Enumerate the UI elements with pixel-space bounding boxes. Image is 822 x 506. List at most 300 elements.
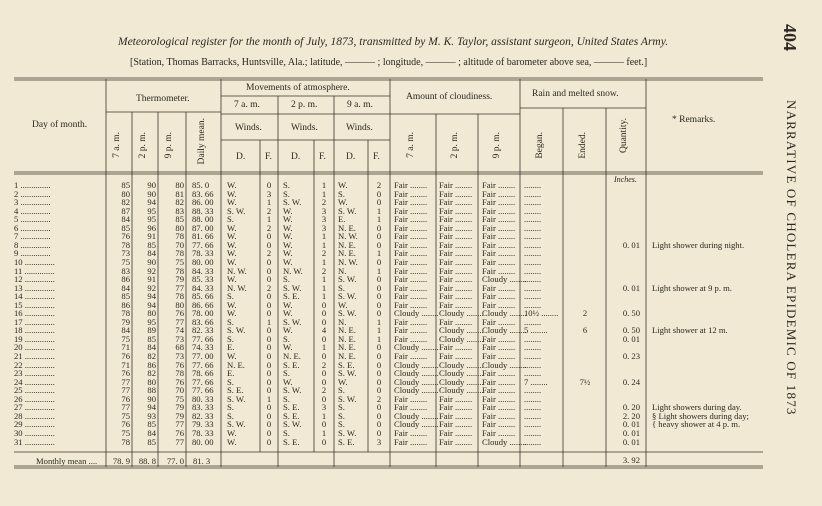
row-cloud-7am: Fair ........ xyxy=(394,265,428,276)
row-day: 27 .............. xyxy=(14,402,55,413)
row-cloud-2pm: Fair ........ xyxy=(439,436,473,447)
row-daily-mean: 86. 66 xyxy=(192,299,214,310)
row-day: 21 .............. xyxy=(14,351,55,361)
row-cloud-7am: Fair ........ xyxy=(394,214,428,225)
row-cloud-9pm: Fair ........ xyxy=(482,222,516,233)
row-cloud-9pm: Fair ........ xyxy=(482,205,516,216)
row-wind-force-9am: 0 xyxy=(376,222,382,233)
row-wind-force-2pm: 3 xyxy=(321,205,327,216)
row-cloud-2pm: Fair ........ xyxy=(439,402,473,413)
row-temp-2pm: 94 xyxy=(147,197,156,208)
row-wind-force-9am: 2 xyxy=(376,393,382,404)
row-wind-force-7am: 0 xyxy=(266,368,272,379)
header-began: Began. xyxy=(535,132,545,159)
row-cloud-7am: Cloudy ........ xyxy=(394,410,439,421)
row-wind-force-7am: 0 xyxy=(266,231,272,242)
row-day: 10 .............. xyxy=(14,256,55,267)
row-wind-dir-9am: S. W. xyxy=(338,393,357,404)
row-cloud-7am: Fair ........ xyxy=(394,197,428,208)
row-daily-mean: 85. 66 xyxy=(192,291,214,302)
row-rain-quantity: 0. 01 xyxy=(622,282,640,293)
row-temp-2pm: 94 xyxy=(147,299,156,310)
row-cloud-2pm: Fair ........ xyxy=(439,248,473,259)
row-cloud-2pm: Fair ........ xyxy=(439,231,473,242)
row-cloud-7am: Fair ........ xyxy=(394,427,428,438)
row-wind-dir-2pm: W. xyxy=(283,248,293,259)
row-temp-7am: 71 xyxy=(121,359,130,370)
row-rain-quantity: 0. 01 xyxy=(622,436,640,447)
row-cloud-7am: Cloudy ........ xyxy=(394,342,439,353)
row-temp-9pm: 78 xyxy=(175,368,184,379)
row-wind-force-7am: 0 xyxy=(266,299,272,310)
row-cloud-9pm: Fair ........ xyxy=(482,282,516,293)
row-wind-force-9am: 2 xyxy=(376,180,382,190)
row-wind-dir-2pm: S. xyxy=(283,393,290,404)
row-temp-7am: 79 xyxy=(121,316,130,327)
row-wind-force-7am: 0 xyxy=(266,308,272,319)
row-rain-ended: 7½ xyxy=(579,376,591,387)
row-wind-force-2pm: 2 xyxy=(321,197,327,208)
monthly-mean-label: Monthly mean .... xyxy=(36,456,98,466)
row-temp-7am: 80 xyxy=(121,188,130,199)
row-temp-2pm: 84 xyxy=(147,427,156,438)
row-rain-began: ........ xyxy=(524,274,542,285)
row-rain-began: ........ xyxy=(524,351,542,361)
row-cloud-2pm: Fair ........ xyxy=(439,393,473,404)
row-temp-7am: 85 xyxy=(121,180,130,190)
row-temp-9pm: 77 xyxy=(175,419,184,430)
row-day: 9 .............. xyxy=(14,248,51,259)
row-temp-2pm: 89 xyxy=(147,325,156,336)
row-wind-force-7am: 1 xyxy=(266,214,272,225)
row-wind-force-7am: 1 xyxy=(266,316,272,327)
row-wind-dir-2pm: S. xyxy=(283,427,290,438)
row-wind-force-9am: 1 xyxy=(376,248,382,259)
row-wind-force-2pm: 1 xyxy=(321,342,327,353)
row-rain-began: ........ xyxy=(524,299,542,310)
row-wind-force-9am: 0 xyxy=(376,419,382,430)
row-cloud-2pm: Fair ........ xyxy=(439,291,473,302)
row-cloud-2pm: Fair ........ xyxy=(439,205,473,216)
row-wind-force-9am: 0 xyxy=(376,274,382,285)
header-cloud-9pm: 9 p. m. xyxy=(492,132,502,159)
row-remark: Light shower during night. xyxy=(652,239,745,250)
row-cloud-9pm: Fair ........ xyxy=(482,248,516,259)
row-wind-force-2pm: 3 xyxy=(321,402,327,413)
row-wind-force-9am: 0 xyxy=(376,342,382,353)
row-temp-9pm: 78 xyxy=(175,231,184,242)
row-rain-quantity: 2. 20 xyxy=(622,410,640,421)
row-temp-9pm: 78 xyxy=(175,291,184,302)
row-wind-force-7am: 1 xyxy=(266,197,272,208)
row-daily-mean: 80. 00 xyxy=(192,256,214,267)
row-temp-9pm: 85 xyxy=(175,214,184,225)
row-wind-dir-9am: N. E. xyxy=(338,342,356,353)
row-wind-dir-2pm: W. xyxy=(283,256,293,267)
header-winds-3: Winds. xyxy=(346,123,373,133)
row-daily-mean: 74. 33 xyxy=(192,342,214,353)
row-daily-mean: 81. 66 xyxy=(192,231,214,242)
row-cloud-2pm: Cloudy ........ xyxy=(439,333,484,344)
row-day: 11 .............. xyxy=(14,265,55,276)
row-cloud-7am: Fair ........ xyxy=(394,248,428,259)
row-daily-mean: 84. 33 xyxy=(192,265,214,276)
row-wind-force-2pm: 1 xyxy=(321,410,327,421)
row-temp-9pm: 77 xyxy=(175,282,184,293)
row-wind-force-7am: 0 xyxy=(266,351,272,361)
row-rain-quantity: 0. 50 xyxy=(622,308,640,319)
row-temp-2pm: 91 xyxy=(147,274,156,285)
row-rain-began: ........ xyxy=(524,419,542,430)
row-day: 29 .............. xyxy=(14,419,55,430)
row-wind-force-9am: 1 xyxy=(376,214,382,225)
row-daily-mean: 82. 33 xyxy=(192,325,214,336)
row-temp-2pm: 94 xyxy=(147,402,156,413)
row-temp-9pm: 76 xyxy=(175,427,184,438)
row-wind-force-7am: 0 xyxy=(266,180,272,190)
row-cloud-2pm: Fair ........ xyxy=(439,299,473,310)
row-wind-force-9am: 0 xyxy=(376,282,382,293)
row-temp-2pm: 82 xyxy=(147,368,156,379)
row-day: 25 .............. xyxy=(14,385,55,396)
row-rain-quantity: 0. 01 xyxy=(622,333,640,344)
header-thermometer: Thermometer. xyxy=(136,94,190,104)
row-wind-dir-9am: N. xyxy=(338,316,347,327)
row-daily-mean: 84. 33 xyxy=(192,282,214,293)
row-cloud-9pm: Fair ........ xyxy=(482,333,516,344)
header-move-9am: 9 a. m. xyxy=(347,100,373,110)
row-wind-dir-2pm: S. E. xyxy=(283,410,300,421)
row-cloud-7am: Fair ........ xyxy=(394,274,428,285)
row-wind-force-7am: 2 xyxy=(266,248,272,259)
row-temp-9pm: 77 xyxy=(175,436,184,447)
header-daily-mean: Daily mean. xyxy=(197,118,207,165)
row-day: 8 .............. xyxy=(14,239,51,250)
row-wind-dir-9am: W. xyxy=(338,180,348,190)
row-daily-mean: 77. 00 xyxy=(192,351,214,361)
row-cloud-9pm: Fair ........ xyxy=(482,376,516,387)
row-temp-2pm: 92 xyxy=(147,265,156,276)
row-day: 6 .............. xyxy=(14,222,51,233)
row-wind-dir-9am: W. xyxy=(338,376,348,387)
row-rain-began: ........ xyxy=(524,427,542,438)
row-wind-force-9am: 0 xyxy=(376,376,382,387)
header-move-7am: 7 a. m. xyxy=(234,100,260,110)
row-temp-7am: 77 xyxy=(121,402,130,413)
row-wind-dir-2pm: S. xyxy=(283,188,290,199)
row-temp-9pm: 76 xyxy=(175,359,184,370)
row-wind-force-9am: 0 xyxy=(376,231,382,242)
row-rain-began: ........ xyxy=(524,393,542,404)
row-temp-9pm: 78 xyxy=(175,265,184,276)
row-cloud-9pm: Fair ........ xyxy=(482,393,516,404)
row-temp-2pm: 92 xyxy=(147,282,156,293)
row-cloud-7am: Fair ........ xyxy=(394,188,428,199)
row-temp-2pm: 91 xyxy=(147,231,156,242)
row-wind-force-7am: 0 xyxy=(266,427,272,438)
row-rain-quantity: 0. 01 xyxy=(622,419,640,430)
row-rain-ended: 2 xyxy=(582,308,588,319)
row-wind-dir-9am: W. xyxy=(338,197,348,208)
row-temp-2pm: 85 xyxy=(147,419,156,430)
row-wind-dir-7am: W. xyxy=(227,299,237,310)
row-day: 30 .............. xyxy=(14,427,55,438)
row-cloud-7am: Fair ........ xyxy=(394,393,428,404)
row-wind-dir-7am: S. W. xyxy=(227,325,246,336)
row-wind-dir-7am: W. xyxy=(227,256,237,267)
row-wind-dir-7am: W. xyxy=(227,188,237,199)
row-wind-dir-2pm: W. xyxy=(283,376,293,387)
row-cloud-2pm: Fair ........ xyxy=(439,239,473,250)
row-temp-7am: 78 xyxy=(121,436,130,447)
row-cloud-9pm: Fair ........ xyxy=(482,197,516,208)
row-rain-began: 7 ........ xyxy=(524,376,548,387)
row-temp-7am: 76 xyxy=(121,419,130,430)
row-cloud-2pm: Fair ........ xyxy=(439,256,473,267)
row-wind-dir-7am: N. E. xyxy=(227,359,245,370)
row-daily-mean: 78. 33 xyxy=(192,427,214,438)
row-rain-began: ........ xyxy=(524,291,542,302)
row-wind-dir-7am: S. xyxy=(227,291,234,302)
row-cloud-7am: Fair ........ xyxy=(394,291,428,302)
header-winds-2: Winds. xyxy=(291,123,318,133)
row-daily-mean: 78. 33 xyxy=(192,248,214,259)
header-d-2: D. xyxy=(291,152,301,162)
row-cloud-7am: Fair ........ xyxy=(394,256,428,267)
row-cloud-2pm: Fair ........ xyxy=(439,265,473,276)
header-day-of-month: Day of month. xyxy=(32,120,88,130)
row-cloud-7am: Fair ........ xyxy=(394,351,428,361)
row-cloud-2pm: Fair ........ xyxy=(439,316,473,327)
row-cloud-2pm: Fair ........ xyxy=(439,342,473,353)
row-temp-7am: 86 xyxy=(121,274,130,285)
row-temp-7am: 78 xyxy=(121,239,130,250)
row-wind-dir-2pm: S. W. xyxy=(283,316,302,327)
row-wind-force-2pm: 0 xyxy=(321,308,327,319)
row-wind-dir-7am: N. W. xyxy=(227,265,247,276)
row-wind-force-2pm: 0 xyxy=(321,351,327,361)
row-temp-7am: 84 xyxy=(121,282,130,293)
row-daily-mean: 80. 00 xyxy=(192,436,214,447)
row-temp-7am: 85 xyxy=(121,291,130,302)
row-rain-quantity: 0. 01 xyxy=(622,427,640,438)
row-remark: Light shower at 12 m. xyxy=(652,325,728,336)
header-f-3: F. xyxy=(373,152,380,162)
row-cloud-2pm: Fair ........ xyxy=(439,282,473,293)
row-wind-dir-9am: N. W. xyxy=(338,231,358,242)
running-head: NARRATIVE OF CHOLERA EPIDEMIC OF 1873 xyxy=(784,100,799,416)
row-wind-dir-9am: N. E. xyxy=(338,351,356,361)
row-wind-force-9am: 0 xyxy=(376,239,382,250)
monthly-total-quantity: 3. 92 xyxy=(622,455,640,465)
row-wind-dir-2pm: S. W. xyxy=(283,419,302,430)
row-temp-9pm: 83 xyxy=(175,205,184,216)
row-wind-force-7am: 0 xyxy=(266,385,272,396)
row-cloud-9pm: Cloudy ........ xyxy=(482,308,527,319)
row-wind-dir-7am: S. xyxy=(227,410,234,421)
row-temp-9pm: 73 xyxy=(175,333,184,344)
row-rain-quantity: 0. 50 xyxy=(622,325,640,336)
header-f-1: F. xyxy=(265,152,272,162)
row-temp-9pm: 79 xyxy=(175,274,184,285)
row-temp-9pm: 70 xyxy=(175,385,184,396)
row-temp-9pm: 73 xyxy=(175,351,184,361)
row-wind-dir-9am: N. E. xyxy=(338,325,356,336)
row-cloud-9pm: Cloudy ........ xyxy=(482,436,527,447)
row-temp-9pm: 80 xyxy=(175,180,184,190)
row-rain-began: ........ xyxy=(524,316,542,327)
row-wind-dir-2pm: S. W. xyxy=(283,197,302,208)
row-wind-dir-7am: S. xyxy=(227,214,234,225)
row-day: 19 .............. xyxy=(14,333,55,344)
row-temp-2pm: 85 xyxy=(147,333,156,344)
row-temp-7am: 83 xyxy=(121,265,130,276)
row-wind-force-9am: 0 xyxy=(376,308,382,319)
row-temp-2pm: 93 xyxy=(147,410,156,421)
row-wind-dir-9am: S. xyxy=(338,410,345,421)
row-wind-force-9am: 0 xyxy=(376,359,382,370)
row-rain-began: ........ xyxy=(524,410,542,421)
row-temp-9pm: 79 xyxy=(175,402,184,413)
row-cloud-7am: Fair ........ xyxy=(394,299,428,310)
row-wind-dir-7am: W. xyxy=(227,308,237,319)
row-wind-dir-2pm: W. xyxy=(283,214,293,225)
row-temp-7am: 75 xyxy=(121,410,130,421)
row-wind-dir-2pm: N. E. xyxy=(283,351,301,361)
row-day: 16 .............. xyxy=(14,308,55,319)
row-wind-force-7am: 0 xyxy=(266,256,272,267)
row-cloud-2pm: Cloudy ........ xyxy=(439,359,484,370)
row-cloud-2pm: Fair ........ xyxy=(439,274,473,285)
row-cloud-9pm: Cloudy ........ xyxy=(482,325,527,336)
row-temp-2pm: 95 xyxy=(147,316,156,327)
row-daily-mean: 77. 66 xyxy=(192,239,214,250)
row-wind-dir-9am: S. xyxy=(338,282,345,293)
row-daily-mean: 86. 00 xyxy=(192,197,214,208)
row-wind-force-9am: 0 xyxy=(376,299,382,310)
row-wind-dir-9am: S. E. xyxy=(338,359,355,370)
row-rain-began: ........ xyxy=(524,205,542,216)
row-wind-dir-7am: W. xyxy=(227,427,237,438)
row-cloud-2pm: Cloudy ........ xyxy=(439,368,484,379)
row-wind-force-2pm: 1 xyxy=(321,256,327,267)
row-cloud-7am: Fair ........ xyxy=(394,402,428,413)
row-temp-2pm: 90 xyxy=(147,393,156,404)
row-wind-dir-2pm: S. xyxy=(283,274,290,285)
row-wind-dir-2pm: S. xyxy=(283,368,290,379)
row-temp-2pm: 94 xyxy=(147,291,156,302)
row-day: 4 .............. xyxy=(14,205,51,216)
row-wind-dir-2pm: S. E. xyxy=(283,359,300,370)
row-cloud-7am: Fair ........ xyxy=(394,436,428,447)
row-remark: § Light showers during day; xyxy=(652,410,749,421)
row-temp-7am: 78 xyxy=(121,308,130,319)
row-day: 22 .............. xyxy=(14,359,55,370)
row-wind-dir-9am: S. xyxy=(338,402,345,413)
row-cloud-9pm: Fair ........ xyxy=(482,180,516,190)
row-wind-dir-7am: W. xyxy=(227,248,237,259)
row-wind-dir-7am: W. xyxy=(227,231,237,242)
row-wind-force-7am: 0 xyxy=(266,402,272,413)
header-d-1: D. xyxy=(236,152,246,162)
row-temp-7am: 77 xyxy=(121,376,130,387)
monthly-mean-9pm: 77. 0 xyxy=(166,456,184,466)
row-cloud-7am: Cloudy ........ xyxy=(394,308,439,319)
row-cloud-2pm: Fair ........ xyxy=(439,214,473,225)
row-rain-began: ........ xyxy=(524,222,542,233)
row-temp-2pm: 90 xyxy=(147,180,156,190)
station-subtitle: [Station, Thomas Barracks, Huntsville, Ala.; latitude, ——— ; longitude, ——— ; altitude of barometer above sea, ——— feet.] xyxy=(130,57,648,68)
row-wind-force-2pm: 0 xyxy=(321,316,327,327)
row-wind-force-7am: 2 xyxy=(266,205,272,216)
header-cloudiness: Amount of cloudiness. xyxy=(406,92,493,102)
row-temp-7am: 84 xyxy=(121,214,130,225)
row-rain-began: ........ xyxy=(524,256,542,267)
row-temp-7am: 75 xyxy=(121,256,130,267)
row-daily-mean: 83. 66 xyxy=(192,316,214,327)
row-wind-force-7am: 2 xyxy=(266,222,272,233)
row-temp-9pm: 75 xyxy=(175,393,184,404)
row-rain-began: ........ xyxy=(524,239,542,250)
row-rain-began: ........ xyxy=(524,342,542,353)
row-wind-dir-7am: S. xyxy=(227,333,234,344)
row-cloud-2pm: Cloudy ........ xyxy=(439,308,484,319)
row-wind-force-9am: 0 xyxy=(376,256,382,267)
row-temp-7am: 84 xyxy=(121,325,130,336)
row-cloud-7am: Cloudy ........ xyxy=(394,368,439,379)
row-wind-dir-9am: S. W. xyxy=(338,291,357,302)
row-wind-force-2pm: 3 xyxy=(321,222,327,233)
row-temp-9pm: 76 xyxy=(175,376,184,387)
header-winds-1: Winds. xyxy=(235,123,262,133)
row-cloud-9pm: Fair ........ xyxy=(482,299,516,310)
row-cloud-9pm: Cloudy ........ xyxy=(482,274,527,285)
row-temp-2pm: 88 xyxy=(147,385,156,396)
row-cloud-2pm: Fair ........ xyxy=(439,180,473,190)
row-remark: Light shower at 9 p. m. xyxy=(652,282,732,293)
row-daily-mean: 88. 33 xyxy=(192,205,214,216)
row-wind-force-7am: 0 xyxy=(266,291,272,302)
row-wind-force-2pm: 0 xyxy=(321,419,327,430)
row-day: 7 .............. xyxy=(14,231,51,242)
row-day: 23 .............. xyxy=(14,368,55,379)
row-rain-began: ........ xyxy=(524,333,542,344)
row-daily-mean: 85. 33 xyxy=(192,274,214,285)
row-cloud-9pm: Fair ........ xyxy=(482,342,516,353)
row-temp-2pm: 84 xyxy=(147,342,156,353)
header-rain: Rain and melted snow. xyxy=(532,89,619,99)
row-wind-dir-7am: E. xyxy=(227,342,235,353)
row-temp-9pm: 78 xyxy=(175,248,184,259)
row-wind-dir-9am: S. W. xyxy=(338,205,357,216)
row-temp-9pm: 81 xyxy=(175,188,184,199)
page-title: Meteorological register for the month of July, 1873, transmitted by M. K. Taylor, assistant surgeon, United States Army. xyxy=(118,36,669,48)
row-temp-9pm: 76 xyxy=(175,308,184,319)
row-wind-dir-9am: W. xyxy=(338,299,348,310)
row-wind-dir-9am: N. E. xyxy=(338,222,356,233)
row-daily-mean: 83. 66 xyxy=(192,188,214,199)
row-wind-force-2pm: 1 xyxy=(321,231,327,242)
row-daily-mean: 79. 33 xyxy=(192,419,214,430)
row-wind-force-2pm: 1 xyxy=(321,188,327,199)
row-wind-dir-7am: E. xyxy=(227,368,235,379)
row-wind-dir-9am: S. xyxy=(338,385,345,396)
row-wind-dir-7am: W. xyxy=(227,180,237,190)
row-wind-dir-7am: S. W. xyxy=(227,393,246,404)
header-d-3: D. xyxy=(346,152,356,162)
row-day: 3 .............. xyxy=(14,197,51,208)
row-cloud-7am: Fair ........ xyxy=(394,205,428,216)
